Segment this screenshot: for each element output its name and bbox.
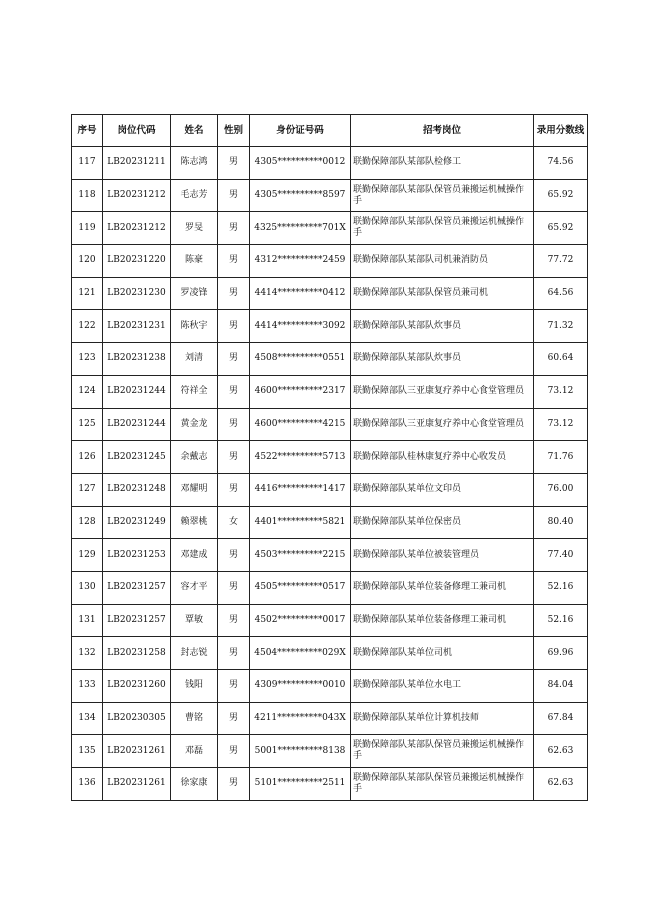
cell-gender: 男 [218, 735, 250, 768]
cell-post-code: LB20231261 [103, 768, 171, 801]
cell-gender: 男 [218, 179, 250, 212]
cell-position: 联勤保障部队某单位计算机技师 [351, 702, 534, 735]
cell-score: 73.12 [534, 375, 588, 408]
table-row [72, 473, 588, 506]
table-row [72, 702, 588, 735]
cell-gender: 男 [218, 637, 250, 670]
table-row [72, 310, 588, 343]
cell-name: 徐家康 [171, 768, 218, 801]
cell-id-number: 4401**********5821 [250, 506, 351, 539]
cell-name: 陈秋宇 [171, 310, 218, 343]
cell-seq: 117 [72, 147, 103, 180]
cell-name: 邓耀明 [171, 473, 218, 506]
cell-name: 罗凌锋 [171, 277, 218, 310]
table-row [72, 245, 588, 278]
cell-score: 64.56 [534, 277, 588, 310]
cell-position: 联勤保障部队桂林康复疗养中心收发员 [351, 441, 534, 474]
header-row [72, 115, 588, 147]
cell-position: 联勤保障部队某部队检修工 [351, 147, 534, 180]
cell-post-code: LB20231245 [103, 441, 171, 474]
cell-position: 联勤保障部队三亚康复疗养中心食堂管理员 [351, 375, 534, 408]
cell-position: 联勤保障部队某部队保管员兼搬运机械操作手 [351, 735, 534, 768]
cell-gender: 男 [218, 571, 250, 604]
cell-name: 黄金龙 [171, 408, 218, 441]
cell-score: 60.64 [534, 343, 588, 376]
cell-gender: 男 [218, 441, 250, 474]
cell-seq: 119 [72, 212, 103, 245]
cell-seq: 122 [72, 310, 103, 343]
cell-score: 80.40 [534, 506, 588, 539]
cell-position: 联勤保障部队某单位水电工 [351, 670, 534, 703]
table-row [72, 735, 588, 768]
cell-name: 陈志鸿 [171, 147, 218, 180]
cell-seq: 128 [72, 506, 103, 539]
cell-score: 69.96 [534, 637, 588, 670]
cell-gender: 男 [218, 310, 250, 343]
cell-position: 联勤保障部队某部队保管员兼搬运机械操作手 [351, 768, 534, 801]
cell-id-number: 5101**********2511 [250, 768, 351, 801]
cell-gender: 男 [218, 245, 250, 278]
admission-table [71, 114, 588, 801]
cell-post-code: LB20231212 [103, 212, 171, 245]
cell-id-number: 4414**********3092 [250, 310, 351, 343]
cell-position: 联勤保障部队某部队炊事员 [351, 343, 534, 376]
header-position: 招考岗位 [351, 115, 534, 147]
cell-score: 52.16 [534, 604, 588, 637]
cell-gender: 男 [218, 408, 250, 441]
cell-seq: 131 [72, 604, 103, 637]
table-row [72, 179, 588, 212]
table-row [72, 408, 588, 441]
cell-gender: 男 [218, 539, 250, 572]
table-row [72, 604, 588, 637]
cell-score: 73.12 [534, 408, 588, 441]
table-row [72, 277, 588, 310]
cell-post-code: LB20231261 [103, 735, 171, 768]
cell-post-code: LB20231258 [103, 637, 171, 670]
cell-seq: 136 [72, 768, 103, 801]
cell-name: 邓磊 [171, 735, 218, 768]
table-row [72, 539, 588, 572]
cell-seq: 126 [72, 441, 103, 474]
table-body [72, 147, 588, 801]
cell-post-code: LB20231248 [103, 473, 171, 506]
cell-post-code: LB20231244 [103, 408, 171, 441]
cell-name: 刘清 [171, 343, 218, 376]
cell-post-code: LB20231231 [103, 310, 171, 343]
table-row [72, 343, 588, 376]
cell-name: 陈豪 [171, 245, 218, 278]
cell-name: 赖翠桃 [171, 506, 218, 539]
cell-gender: 男 [218, 473, 250, 506]
cell-seq: 124 [72, 375, 103, 408]
cell-seq: 118 [72, 179, 103, 212]
cell-post-code: LB20231257 [103, 571, 171, 604]
cell-post-code: LB20231253 [103, 539, 171, 572]
cell-post-code: LB20231238 [103, 343, 171, 376]
cell-seq: 132 [72, 637, 103, 670]
cell-name: 容才平 [171, 571, 218, 604]
cell-id-number: 4309**********0010 [250, 670, 351, 703]
header-post-code: 岗位代码 [103, 115, 171, 147]
cell-id-number: 4600**********4215 [250, 408, 351, 441]
cell-id-number: 4502**********0017 [250, 604, 351, 637]
cell-seq: 123 [72, 343, 103, 376]
cell-score: 71.76 [534, 441, 588, 474]
header-gender: 性别 [218, 115, 250, 147]
cell-score: 62.63 [534, 768, 588, 801]
cell-name: 钱阳 [171, 670, 218, 703]
cell-post-code: LB20231211 [103, 147, 171, 180]
cell-id-number: 4600**********2317 [250, 375, 351, 408]
table-row [72, 768, 588, 801]
cell-name: 罗旻 [171, 212, 218, 245]
cell-score: 65.92 [534, 212, 588, 245]
cell-id-number: 4503**********2215 [250, 539, 351, 572]
cell-id-number: 5001**********8138 [250, 735, 351, 768]
cell-name: 符祥全 [171, 375, 218, 408]
cell-id-number: 4211**********043X [250, 702, 351, 735]
cell-position: 联勤保障部队某单位装备修理工兼司机 [351, 604, 534, 637]
cell-post-code: LB20231257 [103, 604, 171, 637]
header-name: 姓名 [171, 115, 218, 147]
cell-seq: 130 [72, 571, 103, 604]
cell-post-code: LB20231230 [103, 277, 171, 310]
cell-id-number: 4312**********2459 [250, 245, 351, 278]
cell-position: 联勤保障部队某单位文印员 [351, 473, 534, 506]
table-row [72, 637, 588, 670]
cell-seq: 121 [72, 277, 103, 310]
cell-score: 71.32 [534, 310, 588, 343]
cell-score: 77.40 [534, 539, 588, 572]
header-seq: 序号 [72, 115, 103, 147]
cell-gender: 男 [218, 212, 250, 245]
table-row [72, 375, 588, 408]
cell-score: 65.92 [534, 179, 588, 212]
cell-score: 52.16 [534, 571, 588, 604]
cell-score: 74.56 [534, 147, 588, 180]
cell-name: 余戴志 [171, 441, 218, 474]
cell-score: 77.72 [534, 245, 588, 278]
cell-position: 联勤保障部队某部队保管员兼搬运机械操作手 [351, 212, 534, 245]
cell-name: 覃敏 [171, 604, 218, 637]
cell-id-number: 4305**********8597 [250, 179, 351, 212]
cell-name: 邓建成 [171, 539, 218, 572]
cell-post-code: LB20231249 [103, 506, 171, 539]
cell-gender: 男 [218, 343, 250, 376]
cell-seq: 129 [72, 539, 103, 572]
cell-score: 67.84 [534, 702, 588, 735]
table-row [72, 212, 588, 245]
cell-gender: 男 [218, 768, 250, 801]
cell-gender: 男 [218, 604, 250, 637]
cell-position: 联勤保障部队三亚康复疗养中心食堂管理员 [351, 408, 534, 441]
cell-position: 联勤保障部队某部队保管员兼司机 [351, 277, 534, 310]
cell-score: 84.04 [534, 670, 588, 703]
cell-post-code: LB20231220 [103, 245, 171, 278]
cell-seq: 135 [72, 735, 103, 768]
cell-post-code: LB20231212 [103, 179, 171, 212]
table-row [72, 670, 588, 703]
table-row [72, 147, 588, 180]
cell-position: 联勤保障部队某单位司机 [351, 637, 534, 670]
header-score: 录用分数线 [534, 115, 588, 147]
cell-position: 联勤保障部队某部队司机兼消防员 [351, 245, 534, 278]
cell-id-number: 4504**********029X [250, 637, 351, 670]
header-id-number: 身份证号码 [250, 115, 351, 147]
cell-gender: 女 [218, 506, 250, 539]
cell-gender: 男 [218, 147, 250, 180]
cell-position: 联勤保障部队某单位装备修理工兼司机 [351, 571, 534, 604]
cell-name: 毛志芳 [171, 179, 218, 212]
cell-position: 联勤保障部队某部队炊事员 [351, 310, 534, 343]
cell-name: 封志锐 [171, 637, 218, 670]
cell-gender: 男 [218, 670, 250, 703]
cell-id-number: 4505**********0517 [250, 571, 351, 604]
cell-gender: 男 [218, 702, 250, 735]
cell-id-number: 4305**********0012 [250, 147, 351, 180]
cell-post-code: LB20231260 [103, 670, 171, 703]
cell-id-number: 4508**********0551 [250, 343, 351, 376]
cell-gender: 男 [218, 375, 250, 408]
cell-seq: 125 [72, 408, 103, 441]
cell-post-code: LB20230305 [103, 702, 171, 735]
cell-id-number: 4414**********0412 [250, 277, 351, 310]
table-row [72, 441, 588, 474]
cell-score: 62.63 [534, 735, 588, 768]
cell-id-number: 4416**********1417 [250, 473, 351, 506]
cell-name: 曹铭 [171, 702, 218, 735]
cell-gender: 男 [218, 277, 250, 310]
cell-position: 联勤保障部队某单位保密员 [351, 506, 534, 539]
cell-post-code: LB20231244 [103, 375, 171, 408]
cell-id-number: 4522**********5713 [250, 441, 351, 474]
cell-seq: 134 [72, 702, 103, 735]
cell-seq: 127 [72, 473, 103, 506]
cell-seq: 133 [72, 670, 103, 703]
cell-position: 联勤保障部队某单位被装管理员 [351, 539, 534, 572]
table-row [72, 571, 588, 604]
cell-seq: 120 [72, 245, 103, 278]
table-row [72, 506, 588, 539]
cell-id-number: 4325**********701X [250, 212, 351, 245]
cell-position: 联勤保障部队某部队保管员兼搬运机械操作手 [351, 179, 534, 212]
cell-score: 76.00 [534, 473, 588, 506]
